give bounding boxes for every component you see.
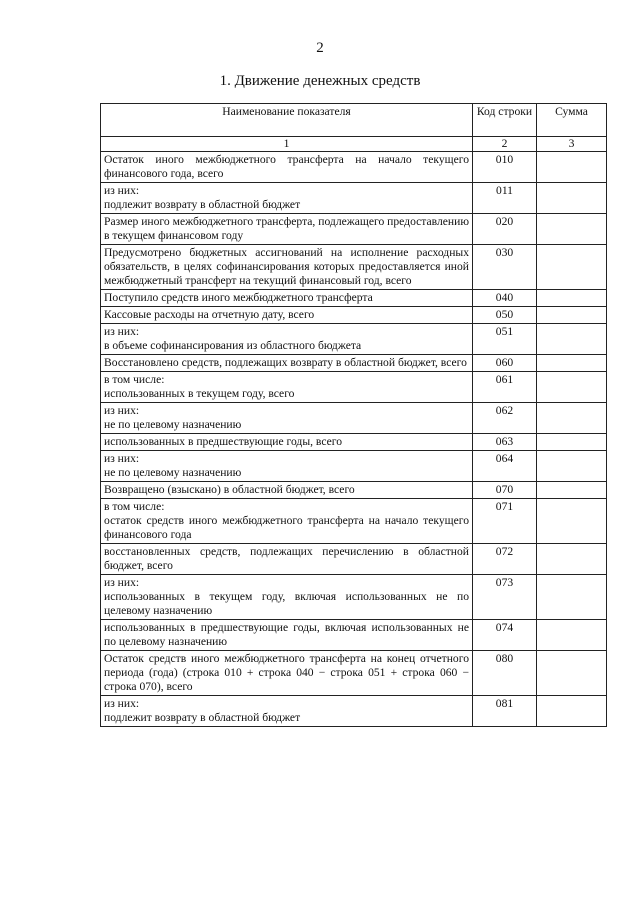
row-code: 020 (473, 214, 537, 245)
row-code: 051 (473, 324, 537, 355)
row-code: 061 (473, 372, 537, 403)
table-row (101, 324, 607, 355)
row-indicator-name: из них: не по целевому назначению (101, 451, 473, 482)
table-header-row (101, 104, 607, 137)
table-row (101, 152, 607, 183)
row-sum (537, 183, 607, 214)
row-code: 050 (473, 307, 537, 324)
section-title: 1. Движение денежных средств (219, 73, 421, 89)
row-sum (537, 245, 607, 290)
row-code: 080 (473, 651, 537, 696)
row-code: 081 (473, 696, 537, 727)
row-code: 010 (473, 152, 537, 183)
row-code: 062 (473, 403, 537, 434)
row-indicator-name: из них: не по целевому назначению (101, 403, 473, 434)
row-indicator-name: из них: подлежит возврату в областной бюджет (101, 183, 473, 214)
table-row (101, 214, 607, 245)
column-number-2: 2 (473, 137, 537, 152)
row-code: 074 (473, 620, 537, 651)
table-row (101, 434, 607, 451)
row-indicator-name: восстановленных средств, подлежащих перечислению в областной бюджет, всего (101, 544, 473, 575)
row-sum (537, 152, 607, 183)
row-sum (537, 324, 607, 355)
table-body (101, 152, 607, 727)
row-sum (537, 214, 607, 245)
table-row (101, 696, 607, 727)
cash-flow-table (100, 103, 607, 727)
table-row (101, 307, 607, 324)
row-indicator-name: из них: в объеме софинансирования из областного бюджета (101, 324, 473, 355)
table-row (101, 499, 607, 544)
row-indicator-name: в том числе: остаток средств иного межбюджетного трансферта на начало текущего финансового года (101, 499, 473, 544)
table-row (101, 245, 607, 290)
row-indicator-name: использованных в предшествующие годы, включая использованных не по целевому назначению (101, 620, 473, 651)
row-sum (537, 290, 607, 307)
row-indicator-name: Предусмотрено бюджетных ассигнований на исполнение расходных обязательств, в целях софинансирования которых предоставляется иной межбюджетный трансферт на текущий финансовый год, всего (101, 245, 473, 290)
row-code: 071 (473, 499, 537, 544)
header-row-code: Код строки (473, 104, 537, 137)
row-sum (537, 434, 607, 451)
table-row (101, 482, 607, 499)
row-code: 040 (473, 290, 537, 307)
header-sum: Сумма (537, 104, 607, 137)
table-row (101, 651, 607, 696)
row-sum (537, 451, 607, 482)
row-sum (537, 499, 607, 544)
row-indicator-name: Возвращено (взыскано) в областной бюджет, всего (101, 482, 473, 499)
table-row (101, 451, 607, 482)
row-code: 011 (473, 183, 537, 214)
table-row (101, 544, 607, 575)
column-number-1: 1 (101, 137, 473, 152)
row-sum (537, 403, 607, 434)
row-code: 060 (473, 355, 537, 372)
row-code: 030 (473, 245, 537, 290)
row-code: 073 (473, 575, 537, 620)
row-sum (537, 372, 607, 403)
row-indicator-name: Остаток средств иного межбюджетного трансферта на конец отчетного периода (года) (строка 010 + строка 040 − строка 051 + строка 060 − строка 070), всего (101, 651, 473, 696)
page-number: 2 (316, 40, 324, 56)
row-indicator-name: Поступило средств иного межбюджетного трансферта (101, 290, 473, 307)
row-indicator-name: Кассовые расходы на отчетную дату, всего (101, 307, 473, 324)
row-sum (537, 544, 607, 575)
table-row (101, 372, 607, 403)
table-row (101, 355, 607, 372)
row-indicator-name: из них: подлежит возврату в областной бюджет (101, 696, 473, 727)
row-sum (537, 696, 607, 727)
column-number-row (101, 137, 607, 152)
row-code: 063 (473, 434, 537, 451)
row-sum (537, 355, 607, 372)
row-sum (537, 620, 607, 651)
row-indicator-name: использованных в предшествующие годы, всего (101, 434, 473, 451)
header-indicator-name: Наименование показателя (101, 104, 473, 137)
table-row (101, 403, 607, 434)
row-sum (537, 482, 607, 499)
row-indicator-name: из них: использованных в текущем году, включая использованных не по целевому назначению (101, 575, 473, 620)
column-number-3: 3 (537, 137, 607, 152)
table-row (101, 183, 607, 214)
row-sum (537, 651, 607, 696)
table-row (101, 290, 607, 307)
row-indicator-name: Размер иного межбюджетного трансферта, подлежащего предоставлению в текущем финансовом году (101, 214, 473, 245)
row-indicator-name: Восстановлено средств, подлежащих возврату в областной бюджет, всего (101, 355, 473, 372)
row-code: 070 (473, 482, 537, 499)
row-sum (537, 307, 607, 324)
table-row (101, 575, 607, 620)
table-row (101, 620, 607, 651)
row-code: 072 (473, 544, 537, 575)
row-indicator-name: в том числе: использованных в текущем году, всего (101, 372, 473, 403)
row-indicator-name: Остаток иного межбюджетного трансферта на начало текущего финансового года, всего (101, 152, 473, 183)
row-sum (537, 575, 607, 620)
row-code: 064 (473, 451, 537, 482)
